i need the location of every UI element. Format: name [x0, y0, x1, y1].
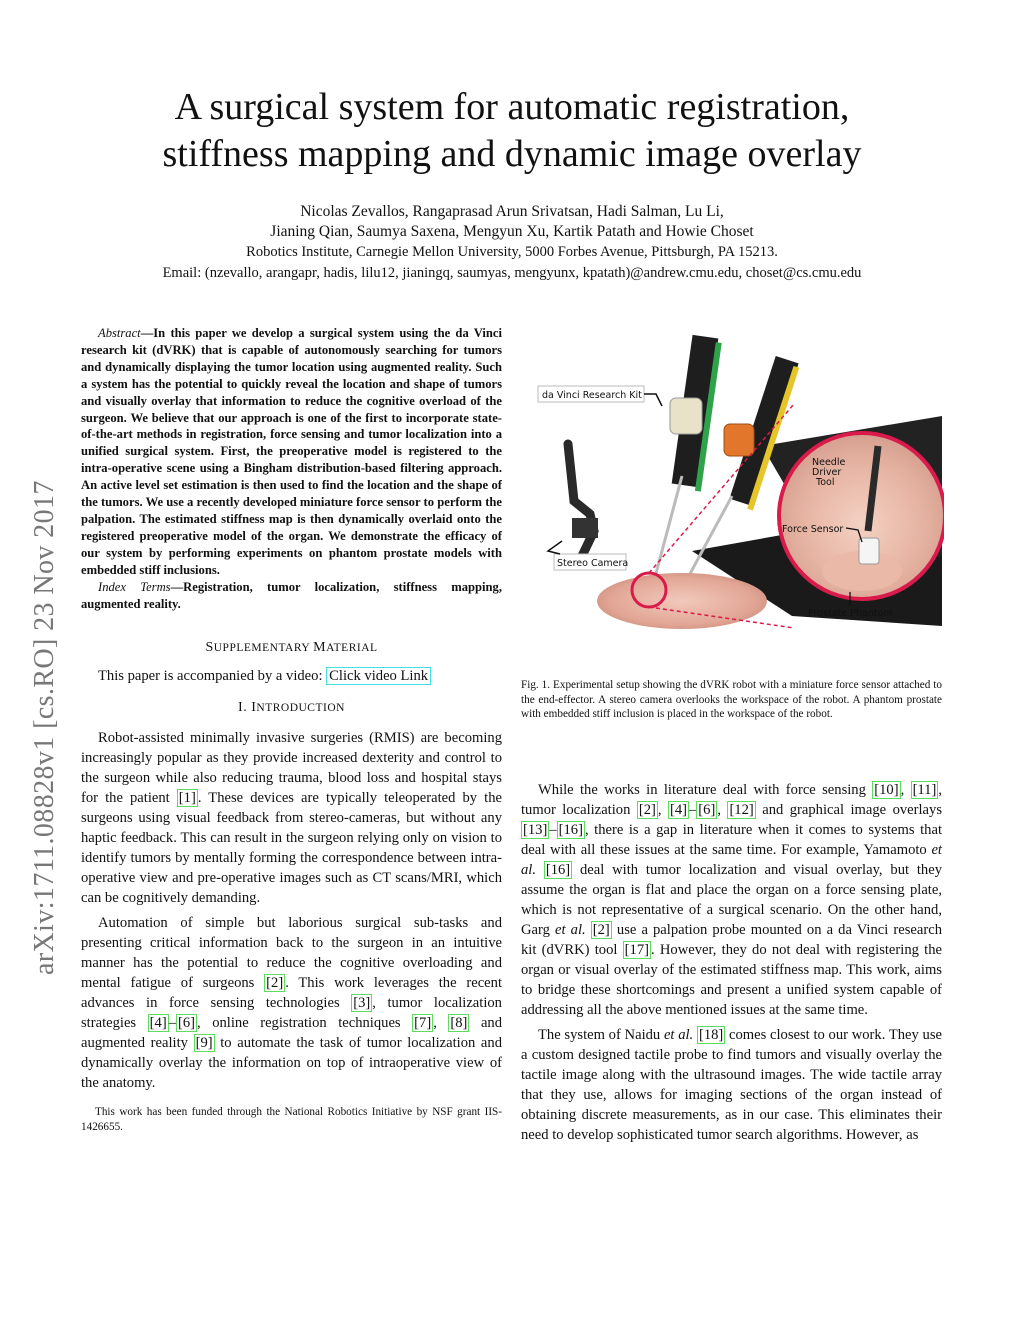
citation-17[interactable]: [17]	[624, 942, 649, 958]
label-needle-text-1: Needle	[812, 457, 846, 468]
text-run: ,	[717, 802, 728, 818]
text-run	[536, 862, 544, 878]
citation-13[interactable]: [13]	[523, 822, 548, 838]
citation-4[interactable]: [4]	[149, 1015, 167, 1032]
text-run: –	[549, 822, 557, 838]
citation-18[interactable]: [18]	[698, 1027, 724, 1043]
title-line-2: stiffness mapping and dynamic image overlay	[162, 133, 862, 175]
abstract-text: —In this paper we develop a surgical system using the da Vinci research kit (dVRK) that is capable of autonomously searching for tumors and dynamically displaying the tumor location using augmented reality. Such a system has the potential to quickly reveal the location and shape of tumors and visually overlay that information to reduce the cognitive overload of the surgeon. We believe that our approach is one of the first to incorporate state-of-the-art methods in registration, force sensing and tumor localization into a unified surgical system. First, the preoperative model is registered to the intra-operative scene using a Bingham distribution-based filtering approach. An active level set estimation is then used to find the location and the shape of the tumors. We use a recently developed miniature force sensor to perform the palpation. The estimated stiffness map is then dynamically overlaid onto the registered preoperative model of the organ. We demonstrate the efficacy of our system by performing experiments on phantom prostate models with embedded stiff inclusions.	[81, 326, 502, 577]
intro-paragraph-2	[81, 913, 502, 1093]
text-run: –	[168, 1015, 176, 1032]
et-al: et al.	[555, 922, 586, 938]
label-stereo-arrow	[548, 541, 562, 554]
text-run: ,	[657, 802, 668, 818]
et-al: et al.	[521, 842, 942, 878]
supp-text: This paper is accompanied by a video:	[98, 668, 327, 685]
citation-12[interactable]: [12]	[729, 802, 754, 818]
funding-footnote: This work has been funded through the National Robotics Initiative by NSF grant IIS-1426655.	[81, 1106, 502, 1133]
arxiv-identifier	[22, 345, 62, 975]
label-dvrk-text: da Vinci Research Kit	[542, 390, 642, 401]
text-run: deal with tumor localization and visual overlay, but they assume the organ is flat and place the organ on a force sensing plate, which is not representative of a surgical scenario. On the other hand, Garg	[521, 862, 943, 938]
title-line-1: A surgical system for automatic registration,	[174, 86, 850, 128]
text-run: ,	[900, 782, 911, 798]
text-run: comes closest to our work. They use a custom designed tactile probe to find tumors and visually overlay the tactile image along with the ultrasound images. The wide tactile array that they use, allows for imaging sections of the organ instead of obtaining discrete measurements, as in our case. This eliminates their need to develop sophisticated tumor search algorithms. However, as	[521, 1027, 942, 1143]
author-block	[60, 202, 964, 283]
index-terms-lead: Index Terms	[98, 579, 171, 594]
text-run	[586, 922, 591, 938]
camera-arm-shape	[568, 444, 594, 556]
label-needle-text-2: Driver	[812, 467, 842, 478]
figure-illustration	[532, 326, 944, 644]
citation-6b[interactable]: [6]	[698, 802, 716, 818]
introduction-heading	[81, 698, 502, 718]
authors-line-2: Jianing Qian, Saumya Saxena, Mengyun Xu, Kartik Patath and Howie Choset	[270, 223, 754, 240]
supplementary-text	[81, 666, 502, 686]
label-dvrk-arrow	[644, 394, 662, 406]
label-force-text: Force Sensor	[782, 524, 844, 535]
supp-rest-2: ATERIAL	[326, 642, 378, 655]
text-run: and augmented reality	[81, 1015, 503, 1052]
label-dvrk	[538, 386, 662, 406]
text-run: . However, they do not deal with registering the organ or visual overlay of the estimated stiffness map. This work, aims to bridge these shortcomings and present a unified system capable of addressing all the above mentioned issues at the same time.	[521, 942, 942, 1018]
citation-16[interactable]: [16]	[558, 822, 583, 838]
text-run: , tumor localization strategies	[81, 995, 502, 1032]
text-run: use a palpation probe mounted on a da Vinci research kit (dVRK) tool	[521, 922, 943, 958]
index-terms	[81, 579, 502, 613]
citation-2[interactable]: [2]	[266, 975, 284, 992]
citation-10[interactable]: [10]	[874, 782, 899, 798]
video-link[interactable]: Click video Link	[326, 667, 431, 685]
citation-7[interactable]: [7]	[414, 1015, 432, 1032]
text-run: , there is a gap in literature when it comes to systems that deal with all these issues at the same time. For example, Yamamoto	[521, 822, 942, 858]
citation-8[interactable]: [8]	[450, 1015, 468, 1032]
citation-9[interactable]: [9]	[195, 1035, 213, 1052]
figure-1	[532, 326, 944, 644]
text-run: The system of Naidu	[538, 1027, 664, 1043]
left-column	[81, 325, 502, 1134]
email-line: Email: (nzevallo, arangapr, hadis, lilu12, jianingq, saumyas, mengyunx, kpatath)@andrew.cmu.edu, choset@cs.cmu.edu	[162, 265, 862, 281]
abstract	[81, 325, 502, 579]
text-run: Robot-assisted minimally invasive surgeries (RMIS) are becoming increasingly popular as they provide increased dexterity and control to the surgeon while also reducing trauma, blood loss and hospital stays for the patient	[81, 730, 502, 807]
left-motor-pack	[670, 398, 702, 434]
text-run: While the works in literature deal with force sensing	[538, 782, 873, 798]
camera-head-shape	[572, 518, 598, 538]
citation-3[interactable]: [3]	[353, 995, 371, 1012]
right-paragraph-2	[521, 1025, 942, 1145]
intro-cap: I	[251, 700, 257, 716]
citation-2b[interactable]: [2]	[638, 802, 656, 818]
arxiv-id-text: arXiv:1711.08828v1 [cs.RO] 23 Nov 2017	[29, 480, 60, 975]
intro-num: I.	[238, 700, 252, 716]
abstract-lead: Abstract	[98, 326, 141, 340]
text-run: to automate the task of tumor localization and dynamically overlay the information on top of intraoperative view of the anatomy.	[81, 1035, 502, 1092]
citation-6[interactable]: [6]	[177, 1015, 196, 1032]
text-run: Automation of simple but laborious surgical sub-tasks and presenting critical information back to the surgeon in an intuitive manner has the potential to reduce the cognitive overloading and mental fatigue of surgeons	[81, 915, 502, 992]
label-needle-text-3: Tool	[816, 477, 835, 488]
citation-2c[interactable]: [2]	[592, 922, 610, 938]
right-paragraph-1	[521, 780, 942, 1020]
supp-cap-s: S	[205, 640, 214, 656]
text-run: . This work leverages the recent advances in force sensing technologies	[81, 975, 502, 1012]
text-run: . These devices are typically teleoperated by the surgeons using visual feedback from stereo-cameras, but without any haptic feedback. This can result in the surgeon relying only on vision to identify tumors by mentally forming the correspondence between intra-operative view and pre-operative images such as CT scans/MRI, which can be cognitively demanding.	[81, 790, 502, 907]
text-run: and graphical image overlays	[755, 802, 943, 818]
intro-rest: NTRODUCTION	[256, 702, 345, 715]
authors-line-1: Nicolas Zevallos, Rangaprasad Arun Srivatsan, Hadi Salman, Lu Li,	[300, 203, 724, 220]
right-motor-pack	[724, 424, 754, 456]
citation-11[interactable]: [11]	[912, 782, 937, 798]
et-al: et al.	[663, 1027, 694, 1043]
paper-title	[60, 84, 964, 178]
label-stereo-text: Stereo Camera	[557, 558, 629, 569]
text-run: –	[689, 802, 697, 818]
text-run: , online registration techniques	[197, 1015, 413, 1032]
citation-16b[interactable]: [16]	[545, 862, 571, 878]
supp-cap-m: M	[313, 640, 327, 656]
figure-1-caption: Fig. 1. Experimental setup showing the dVRK robot with a miniature force sensor attached to the end-effector. A stereo camera overlooks the workspace of the robot. A phantom prostate with embedded stiff inclusion is placed in the workspace of the robot.	[521, 679, 942, 721]
label-prostate-text: Prostate Phantom	[808, 608, 893, 619]
supp-rest-1: UPPLEMENTARY	[213, 642, 314, 655]
citation-4b[interactable]: [4]	[669, 802, 687, 818]
supplementary-heading	[81, 638, 502, 658]
text-run: , tumor localization	[521, 782, 942, 818]
right-column	[521, 780, 942, 1145]
affiliation: Robotics Institute, Carnegie Mellon University, 5000 Forbes Avenue, Pittsburgh, PA 15213.	[246, 244, 778, 260]
index-terms-text: —Registration, tumor localization, stiffness mapping, augmented reality.	[81, 579, 502, 611]
text-run: ,	[433, 1015, 449, 1032]
citation-1[interactable]: [1]	[178, 790, 196, 807]
intro-paragraph-1	[81, 728, 502, 908]
